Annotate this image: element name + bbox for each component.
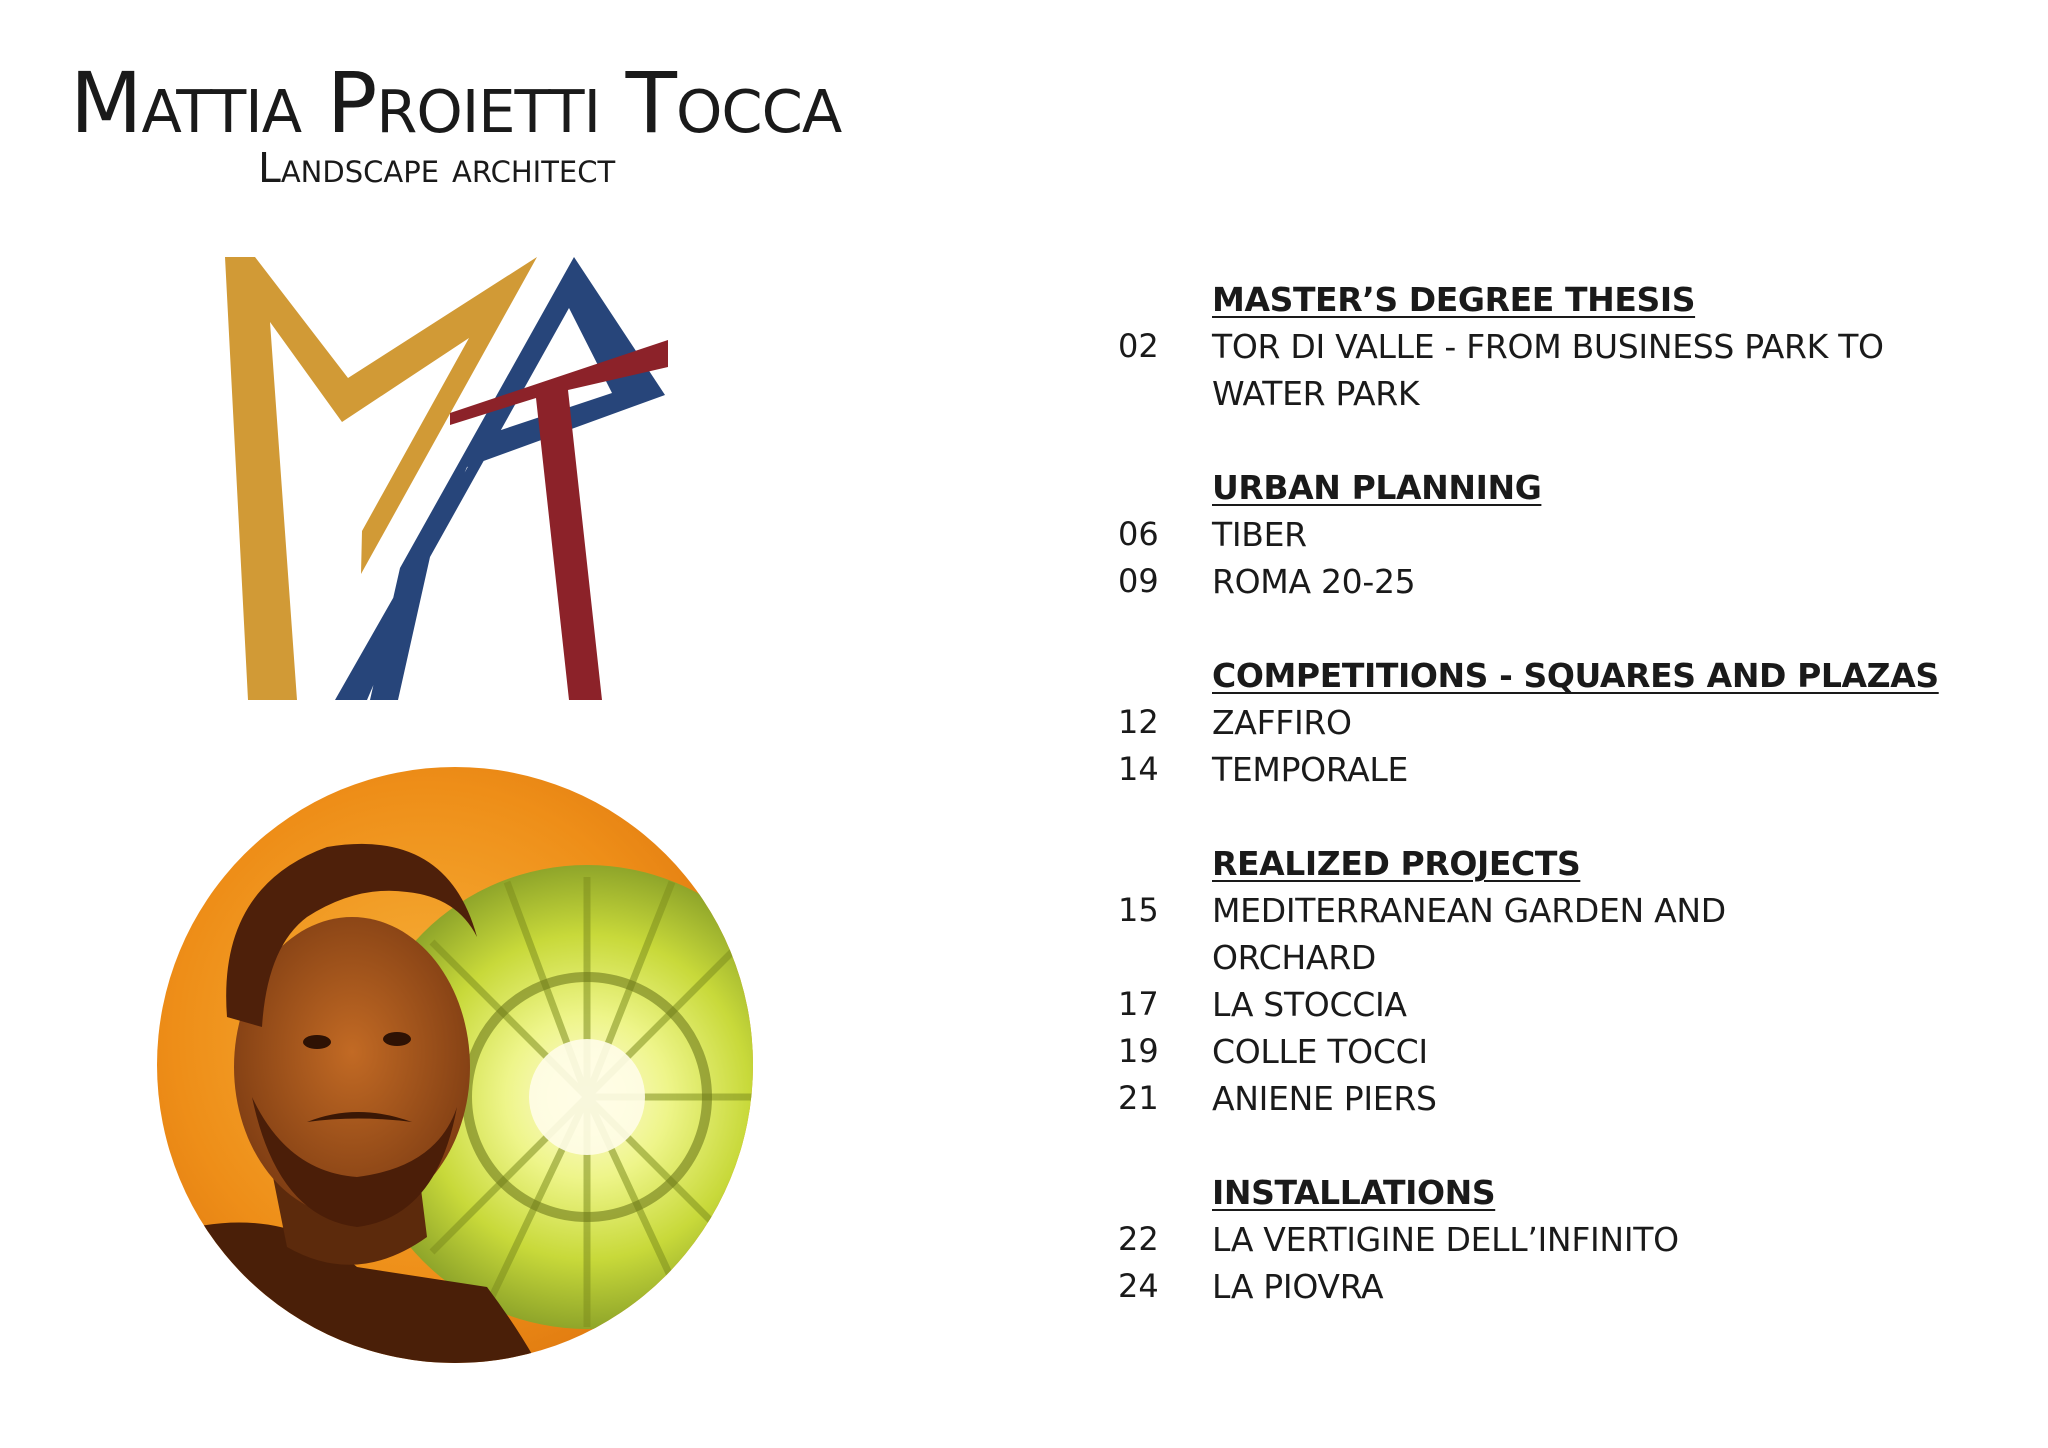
section-title: COMPETITIONS - SQUARES AND PLAZAS: [1212, 656, 1939, 695]
page-number: 22: [1118, 1220, 1159, 1258]
section-title: URBAN PLANNING: [1212, 468, 1542, 507]
entry-title: LA VERTIGINE DELL’INFINITO: [1212, 1220, 1679, 1259]
entry-title: LA PIOVRA: [1212, 1267, 1384, 1306]
page-number: 09: [1118, 562, 1159, 600]
page-number: 02: [1118, 327, 1159, 365]
entry-title: TOR DI VALLE - FROM BUSINESS PARK TO WATER PARK: [1212, 327, 1884, 413]
entry-title: LA STOCCIA: [1212, 985, 1407, 1024]
entry-title: TEMPORALE: [1212, 750, 1409, 789]
toc-section: [1118, 1169, 2018, 1310]
toc-entry[interactable]: [1118, 323, 2018, 417]
toc-entry[interactable]: [1118, 511, 2018, 558]
page-number: 21: [1118, 1079, 1159, 1117]
entry-title: ANIENE PIERS: [1212, 1079, 1437, 1118]
section-title: MASTER’S DEGREE THESIS: [1212, 280, 1696, 319]
entry-title: ROMA 20-25: [1212, 562, 1416, 601]
entry-title: COLLE TOCCI: [1212, 1032, 1428, 1071]
author-role: Landscape architect: [258, 144, 616, 192]
toc-section: [1118, 276, 2018, 417]
toc-entry[interactable]: [1118, 1263, 2018, 1310]
entry-title: TIBER: [1212, 515, 1307, 554]
toc-entry[interactable]: [1118, 1216, 2018, 1263]
page-number: 17: [1118, 985, 1159, 1023]
toc-entry[interactable]: [1118, 1075, 2018, 1122]
toc-entry[interactable]: [1118, 699, 2018, 746]
toc-entry[interactable]: [1118, 558, 2018, 605]
toc-section: [1118, 464, 2018, 605]
page-number: 19: [1118, 1032, 1159, 1070]
logo-graphic: [210, 250, 690, 710]
toc-entry[interactable]: [1118, 981, 2018, 1028]
entry-title: MEDITERRANEAN GARDEN AND ORCHARD: [1212, 891, 1726, 977]
author-name: Mattia Proietti Tocca: [70, 54, 842, 152]
page-number: 12: [1118, 703, 1159, 741]
portrait-illustration: [157, 767, 753, 1363]
page-number: 15: [1118, 891, 1159, 929]
page-number: 24: [1118, 1267, 1159, 1305]
toc-section: [1118, 840, 2018, 1122]
toc-entry[interactable]: [1118, 1028, 2018, 1075]
table-of-contents: [1118, 276, 2018, 1357]
toc-entry[interactable]: [1118, 887, 2018, 981]
toc-entry[interactable]: [1118, 746, 2018, 793]
toc-section: [1118, 652, 2018, 793]
mpt-monogram-logo: [210, 250, 690, 710]
section-title: INSTALLATIONS: [1212, 1173, 1496, 1212]
page-number: 14: [1118, 750, 1159, 788]
section-title: REALIZED PROJECTS: [1212, 844, 1581, 883]
page-number: 06: [1118, 515, 1159, 553]
portrait-photo: [157, 767, 753, 1363]
entry-title: ZAFFIRO: [1212, 703, 1352, 742]
